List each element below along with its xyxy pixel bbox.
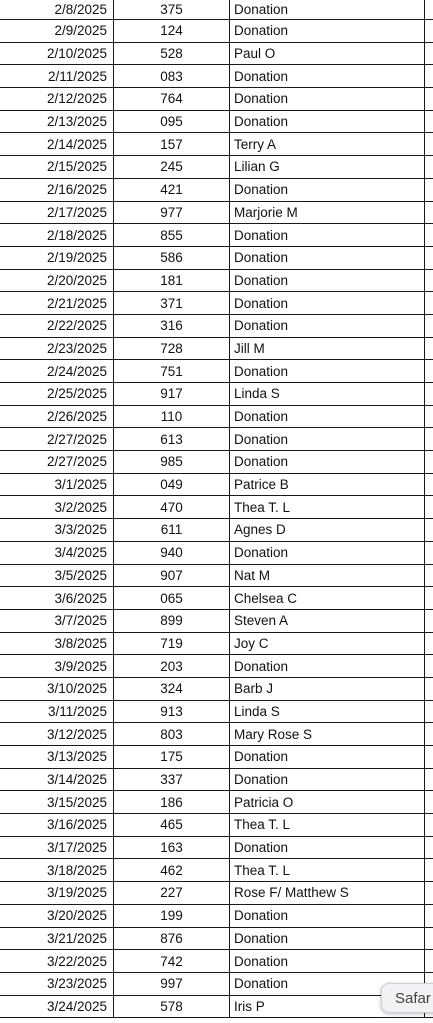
number-cell[interactable]: 997 xyxy=(114,973,230,995)
table-row xyxy=(0,315,433,338)
number-cell[interactable]: 803 xyxy=(114,723,230,745)
table-row xyxy=(0,950,433,973)
table-row xyxy=(0,587,433,610)
date-cell[interactable]: 3/21/2025 xyxy=(0,928,114,950)
number-cell[interactable]: 462 xyxy=(114,859,230,881)
name-cell[interactable]: Lilian G xyxy=(230,156,425,178)
name-cell[interactable]: Donation xyxy=(230,88,425,110)
date-cell[interactable]: 2/16/2025 xyxy=(0,179,114,201)
table-row xyxy=(0,837,433,860)
safari-label: Safar xyxy=(395,989,431,1007)
date-cell[interactable]: 2/22/2025 xyxy=(0,315,114,337)
name-cell[interactable]: Thea T. L xyxy=(230,814,425,836)
number-cell[interactable]: 316 xyxy=(114,315,230,337)
table-row xyxy=(0,270,433,293)
date-cell[interactable]: 2/15/2025 xyxy=(0,156,114,178)
date-cell[interactable]: 2/19/2025 xyxy=(0,247,114,269)
number-cell[interactable]: 977 xyxy=(114,202,230,224)
number-cell[interactable]: 421 xyxy=(114,179,230,201)
date-cell[interactable]: 2/27/2025 xyxy=(0,451,114,473)
number-cell[interactable]: 728 xyxy=(114,338,230,360)
date-cell[interactable]: 2/23/2025 xyxy=(0,338,114,360)
name-cell[interactable]: Paul O xyxy=(230,43,425,65)
number-cell[interactable]: 586 xyxy=(114,247,230,269)
date-cell[interactable]: 2/8/2025 xyxy=(0,0,114,19)
name-cell[interactable]: Linda S xyxy=(230,383,425,405)
date-cell[interactable]: 2/21/2025 xyxy=(0,292,114,314)
date-cell[interactable]: 3/19/2025 xyxy=(0,882,114,904)
date-cell[interactable]: 2/27/2025 xyxy=(0,428,114,450)
table-row xyxy=(0,179,433,202)
date-cell[interactable]: 3/10/2025 xyxy=(0,678,114,700)
table-row xyxy=(0,247,433,270)
number-cell[interactable]: 764 xyxy=(114,88,230,110)
table-row xyxy=(0,43,433,66)
number-cell[interactable]: 124 xyxy=(114,20,230,42)
table-row xyxy=(0,996,433,1019)
name-cell[interactable]: Donation xyxy=(230,360,425,382)
table-row xyxy=(0,496,433,519)
date-cell[interactable]: 3/22/2025 xyxy=(0,950,114,972)
number-cell[interactable]: 110 xyxy=(114,406,230,428)
table-row xyxy=(0,428,433,451)
date-cell[interactable]: 2/18/2025 xyxy=(0,224,114,246)
name-cell[interactable]: Donation xyxy=(230,292,425,314)
number-cell[interactable]: 175 xyxy=(114,746,230,768)
number-cell[interactable]: 719 xyxy=(114,633,230,655)
number-cell[interactable]: 371 xyxy=(114,292,230,314)
table-row xyxy=(0,791,433,814)
table-row xyxy=(0,224,433,247)
table-row xyxy=(0,565,433,588)
table-row xyxy=(0,519,433,542)
table-row xyxy=(0,156,433,179)
name-cell[interactable]: Donation xyxy=(230,20,425,42)
table-row xyxy=(0,383,433,406)
name-cell[interactable]: Donation xyxy=(230,451,425,473)
table-row xyxy=(0,65,433,88)
number-cell[interactable]: 157 xyxy=(114,133,230,155)
table-row xyxy=(0,723,433,746)
date-cell[interactable]: 3/3/2025 xyxy=(0,519,114,541)
number-cell[interactable]: 742 xyxy=(114,950,230,972)
date-cell[interactable]: 3/24/2025 xyxy=(0,996,114,1018)
table-row xyxy=(0,701,433,724)
date-cell[interactable]: 3/17/2025 xyxy=(0,837,114,859)
number-cell[interactable]: 899 xyxy=(114,610,230,632)
table-row xyxy=(0,88,433,111)
number-cell[interactable]: 913 xyxy=(114,701,230,723)
date-cell[interactable]: 2/17/2025 xyxy=(0,202,114,224)
table-row xyxy=(0,678,433,701)
name-cell[interactable]: Thea T. L xyxy=(230,859,425,881)
table-row xyxy=(0,338,433,361)
name-cell[interactable]: Donation xyxy=(230,315,425,337)
number-cell[interactable]: 876 xyxy=(114,928,230,950)
number-cell[interactable]: 917 xyxy=(114,383,230,405)
table-row xyxy=(0,451,433,474)
number-cell[interactable]: 940 xyxy=(114,542,230,564)
safari-popup-button[interactable] xyxy=(381,983,433,1013)
number-cell[interactable]: 337 xyxy=(114,769,230,791)
name-cell[interactable]: Donation xyxy=(230,111,425,133)
number-cell[interactable]: 528 xyxy=(114,43,230,65)
date-cell[interactable]: 3/13/2025 xyxy=(0,746,114,768)
table-row xyxy=(0,20,433,43)
number-cell[interactable]: 245 xyxy=(114,156,230,178)
number-cell[interactable]: 163 xyxy=(114,837,230,859)
table-row xyxy=(0,111,433,134)
name-cell[interactable]: Donation xyxy=(230,655,425,677)
date-cell[interactable]: 2/12/2025 xyxy=(0,88,114,110)
date-cell[interactable]: 3/15/2025 xyxy=(0,791,114,813)
date-cell[interactable]: 3/1/2025 xyxy=(0,474,114,496)
name-cell[interactable]: Donation xyxy=(230,270,425,292)
number-cell[interactable]: 065 xyxy=(114,587,230,609)
table-row xyxy=(0,859,433,882)
table-row xyxy=(0,769,433,792)
table-row xyxy=(0,406,433,429)
name-cell[interactable]: Barb J xyxy=(230,678,425,700)
name-cell[interactable]: Donation xyxy=(230,247,425,269)
name-cell[interactable]: Iris P xyxy=(230,996,425,1018)
name-cell[interactable]: Mary Rose S xyxy=(230,723,425,745)
number-cell[interactable]: 578 xyxy=(114,996,230,1018)
name-cell[interactable]: Donation xyxy=(230,428,425,450)
table-row xyxy=(0,928,433,951)
name-cell[interactable]: Linda S xyxy=(230,701,425,723)
table-row xyxy=(0,746,433,769)
name-cell[interactable]: Donation xyxy=(230,837,425,859)
number-cell[interactable]: 049 xyxy=(114,474,230,496)
name-cell[interactable]: Patricia O xyxy=(230,791,425,813)
date-cell[interactable]: 2/9/2025 xyxy=(0,20,114,42)
table-row xyxy=(0,202,433,225)
name-cell[interactable]: Nat M xyxy=(230,565,425,587)
name-cell[interactable]: Jill M xyxy=(230,338,425,360)
date-cell[interactable]: 3/9/2025 xyxy=(0,655,114,677)
number-cell[interactable]: 083 xyxy=(114,65,230,87)
date-cell[interactable]: 2/14/2025 xyxy=(0,133,114,155)
table-row xyxy=(0,542,433,565)
name-cell[interactable]: Donation xyxy=(230,542,425,564)
name-cell[interactable]: Donation xyxy=(230,928,425,950)
date-cell[interactable]: 3/16/2025 xyxy=(0,814,114,836)
name-cell[interactable]: Steven A xyxy=(230,610,425,632)
name-cell[interactable]: Donation xyxy=(230,973,425,995)
name-cell[interactable]: Agnes D xyxy=(230,519,425,541)
table-row xyxy=(0,633,433,656)
number-cell[interactable]: 907 xyxy=(114,565,230,587)
name-cell[interactable]: Donation xyxy=(230,0,425,19)
date-cell[interactable]: 2/13/2025 xyxy=(0,111,114,133)
name-cell[interactable]: Donation xyxy=(230,179,425,201)
date-cell[interactable]: 2/10/2025 xyxy=(0,43,114,65)
number-cell[interactable]: 985 xyxy=(114,451,230,473)
table-row xyxy=(0,0,433,20)
table-row xyxy=(0,360,433,383)
number-cell[interactable]: 751 xyxy=(114,360,230,382)
number-cell[interactable]: 855 xyxy=(114,224,230,246)
name-cell[interactable]: Donation xyxy=(230,746,425,768)
date-cell[interactable]: 3/12/2025 xyxy=(0,723,114,745)
date-cell[interactable]: 3/6/2025 xyxy=(0,587,114,609)
date-cell[interactable]: 2/20/2025 xyxy=(0,270,114,292)
table-row xyxy=(0,610,433,633)
number-cell[interactable]: 611 xyxy=(114,519,230,541)
number-cell[interactable]: 324 xyxy=(114,678,230,700)
date-cell[interactable]: 3/20/2025 xyxy=(0,905,114,927)
name-cell[interactable]: Chelsea C xyxy=(230,587,425,609)
number-cell[interactable]: 470 xyxy=(114,496,230,518)
name-cell[interactable]: Joy C xyxy=(230,633,425,655)
date-cell[interactable]: 2/25/2025 xyxy=(0,383,114,405)
date-cell[interactable]: 3/4/2025 xyxy=(0,542,114,564)
table-row xyxy=(0,474,433,497)
name-cell[interactable]: Donation xyxy=(230,905,425,927)
table-row xyxy=(0,973,433,996)
table-row xyxy=(0,882,433,905)
name-cell[interactable]: Rose F/ Matthew S xyxy=(230,882,425,904)
table-row xyxy=(0,133,433,156)
date-cell[interactable]: 3/23/2025 xyxy=(0,973,114,995)
name-cell[interactable]: Donation xyxy=(230,406,425,428)
table-row xyxy=(0,655,433,678)
number-cell[interactable]: 227 xyxy=(114,882,230,904)
name-cell[interactable]: Donation xyxy=(230,769,425,791)
name-cell[interactable]: Terry A xyxy=(230,133,425,155)
date-cell[interactable]: 3/2/2025 xyxy=(0,496,114,518)
name-cell[interactable]: Donation xyxy=(230,224,425,246)
number-cell[interactable]: 199 xyxy=(114,905,230,927)
date-cell[interactable]: 3/5/2025 xyxy=(0,565,114,587)
name-cell[interactable]: Donation xyxy=(230,950,425,972)
date-cell[interactable]: 2/11/2025 xyxy=(0,65,114,87)
number-cell[interactable]: 203 xyxy=(114,655,230,677)
date-cell[interactable]: 3/8/2025 xyxy=(0,633,114,655)
date-cell[interactable]: 2/24/2025 xyxy=(0,360,114,382)
name-cell[interactable]: Patrice B xyxy=(230,474,425,496)
table-row xyxy=(0,814,433,837)
date-cell[interactable]: 3/7/2025 xyxy=(0,610,114,632)
date-cell[interactable]: 2/26/2025 xyxy=(0,406,114,428)
name-cell[interactable]: Donation xyxy=(230,65,425,87)
name-cell[interactable]: Thea T. L xyxy=(230,496,425,518)
number-cell[interactable]: 181 xyxy=(114,270,230,292)
number-cell[interactable]: 613 xyxy=(114,428,230,450)
number-cell[interactable]: 186 xyxy=(114,791,230,813)
table-row xyxy=(0,905,433,928)
number-cell[interactable]: 095 xyxy=(114,111,230,133)
date-cell[interactable]: 3/18/2025 xyxy=(0,859,114,881)
number-cell[interactable]: 465 xyxy=(114,814,230,836)
name-cell[interactable]: Marjorie M xyxy=(230,202,425,224)
number-cell[interactable]: 375 xyxy=(114,0,230,19)
table-row xyxy=(0,292,433,315)
date-cell[interactable]: 3/11/2025 xyxy=(0,701,114,723)
date-cell[interactable]: 3/14/2025 xyxy=(0,769,114,791)
